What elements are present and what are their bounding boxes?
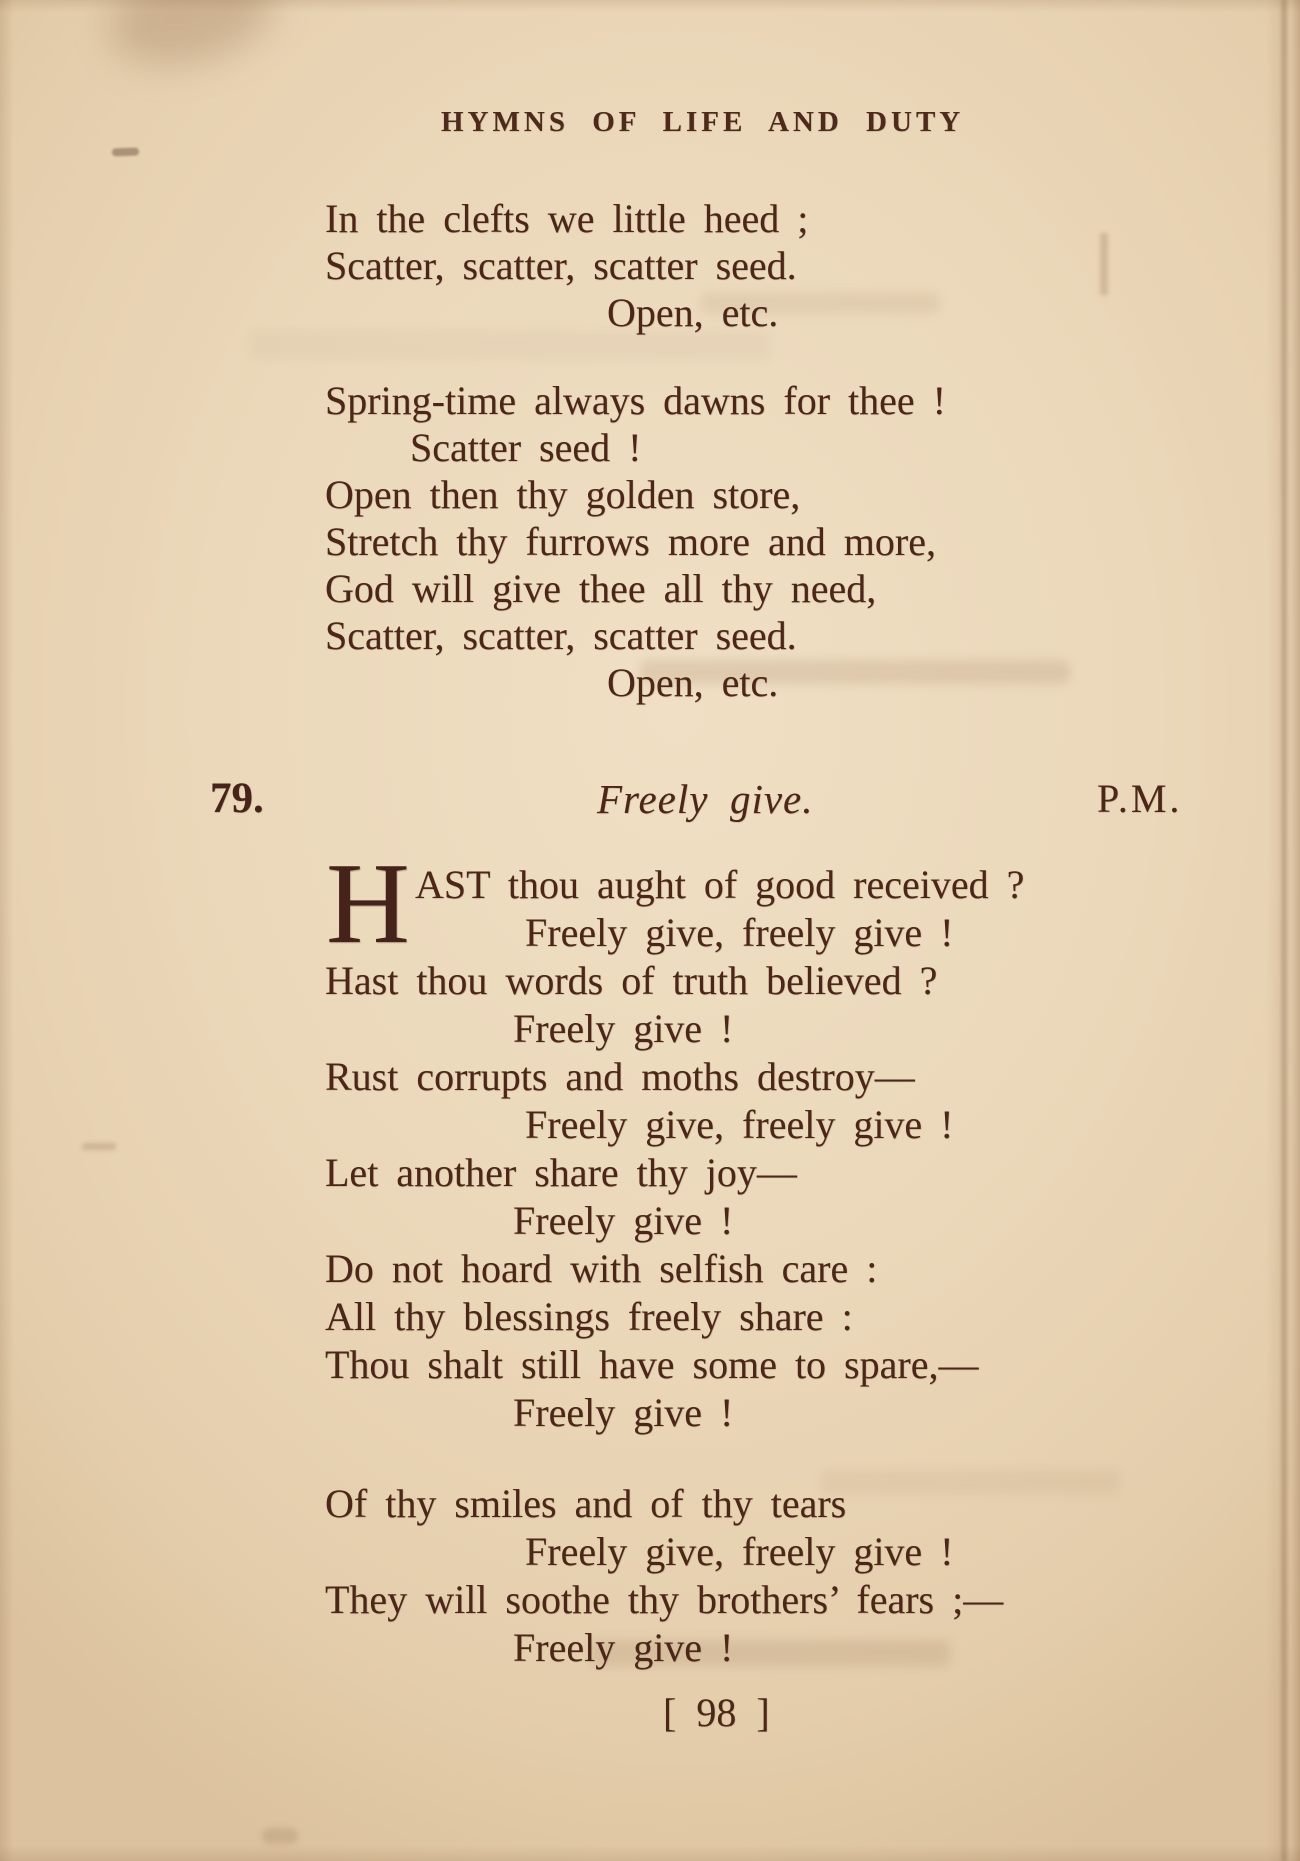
- ink-bleed-ghost: [640, 660, 1070, 684]
- hymn-line: Freely give, freely give !: [525, 910, 954, 955]
- hymn-line: Scatter, scatter, scatter seed.: [325, 243, 797, 288]
- stanza: [325, 377, 1225, 706]
- ink-bleed-ghost: [250, 330, 770, 360]
- hymn-line: Scatter, scatter, scatter seed.: [325, 613, 797, 658]
- ink-bleed-ghost: [1100, 232, 1108, 296]
- hymn-line: Freely give, freely give !: [525, 1529, 954, 1574]
- ink-bleed-ghost: [590, 1640, 950, 1666]
- hymn-line: Open then thy golden store,: [325, 472, 801, 517]
- hymn-line: Of thy smiles and of thy tears: [325, 1481, 847, 1526]
- hymn-line: Freely give !: [513, 1006, 734, 1051]
- hymn-line: They will soothe thy brothers’ fears ;—: [325, 1577, 1004, 1622]
- paper-edge-right: [1266, 0, 1300, 1861]
- page-number: [ 98 ]: [663, 1690, 770, 1735]
- ink-bleed-ghost: [700, 292, 940, 314]
- hymn-line: AST thou aught of good received ?: [415, 862, 1025, 907]
- hymn-line: Let another share thy joy—: [325, 1150, 797, 1195]
- hymn-line: Freely give !: [513, 1390, 734, 1435]
- hymn-title: Freely give.: [597, 776, 814, 822]
- stanza: [325, 1480, 1225, 1672]
- running-header: HYMNS OF LIFE AND DUTY: [441, 106, 965, 138]
- paper-edge-bottom: [0, 1845, 1300, 1861]
- hymn-meter: P.M.: [1097, 776, 1183, 821]
- stanza: [325, 195, 1225, 336]
- hymn-line: In the clefts we little heed ;: [325, 196, 809, 241]
- hymn-line: Do not hoard with selfish care :: [325, 1246, 878, 1291]
- hymn-line: God will give thee all thy need,: [325, 566, 877, 611]
- ink-bleed-ghost: [262, 1828, 298, 1844]
- hymn-line: Thou shalt still have some to spare,—: [325, 1342, 979, 1387]
- stanza: [325, 861, 1225, 1437]
- hymn-line: Rust corrupts and moths destroy—: [325, 1054, 915, 1099]
- scan-smudge: [112, 148, 139, 157]
- hymn-line: Spring-time always dawns for thee !: [325, 378, 946, 423]
- hymn-line: Freely give, freely give !: [525, 1102, 954, 1147]
- hymn-line: Open, etc.: [607, 290, 779, 335]
- hymn-line: Open, etc.: [607, 660, 779, 705]
- paper-edge-top: [0, 0, 1300, 12]
- scan-smudge: [82, 1143, 116, 1150]
- drop-cap-letter: H: [326, 840, 410, 968]
- paper-crease: [1282, 0, 1285, 1861]
- hymn-line: Freely give !: [513, 1198, 734, 1243]
- paper-edge-left: [0, 0, 14, 1861]
- scan-smudge: [97, 0, 285, 81]
- hymn-line: Hast thou words of truth believed ?: [325, 958, 938, 1003]
- ink-bleed-ghost: [820, 1470, 1120, 1494]
- hymn-line: All thy blessings freely share :: [325, 1294, 853, 1339]
- hymn-number: 79.: [210, 775, 264, 822]
- hymn-line: Stretch thy furrows more and more,: [325, 519, 936, 564]
- hymn-line: Freely give !: [513, 1625, 734, 1670]
- hymn-line: Scatter seed !: [410, 425, 642, 470]
